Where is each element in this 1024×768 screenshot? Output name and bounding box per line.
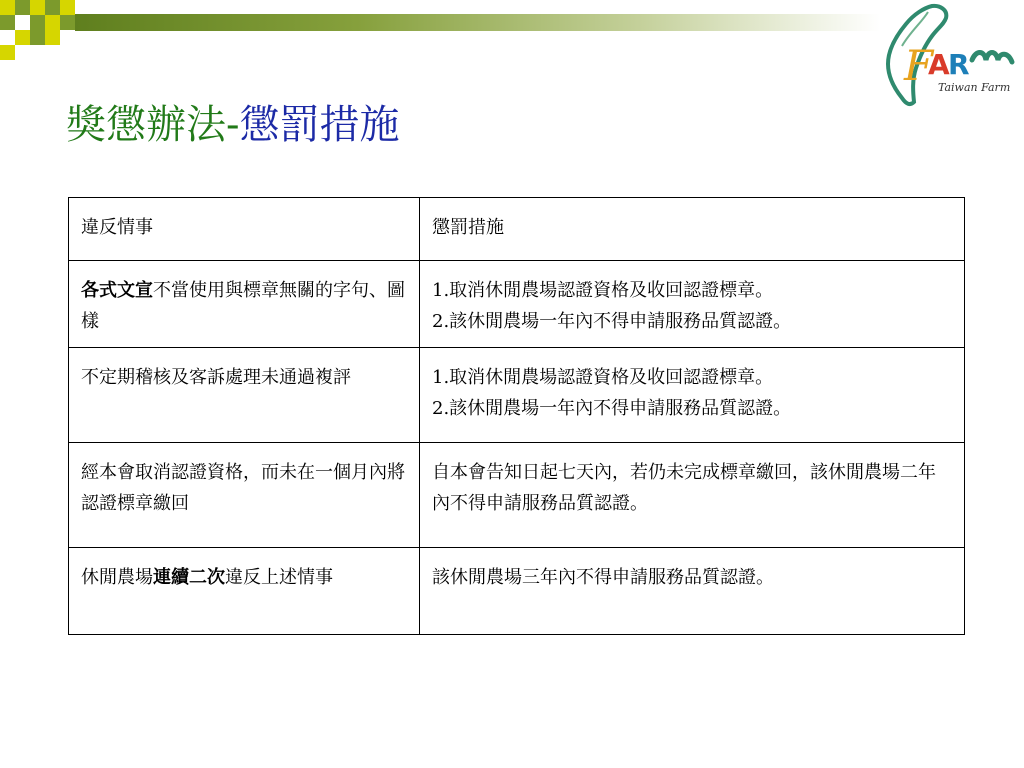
violation-text: 違反上述情事 — [225, 567, 333, 588]
penalty-cell — [420, 261, 965, 348]
table-header-row — [69, 198, 965, 261]
deco-square — [30, 30, 45, 45]
taiwan-farm-logo — [880, 2, 1020, 110]
penalty-item: 自本會告知日起七天內，若仍未完成標章繳回，該休閒農場二年內不得申請服務品質認證。 — [432, 462, 936, 514]
logo-caption: Taiwan Farm — [938, 81, 1011, 94]
logo-letter-m — [972, 53, 1012, 63]
table-row — [69, 348, 965, 443]
title-sub: 懲罰措施 — [239, 102, 400, 148]
deco-square — [15, 0, 30, 15]
violation-text: 不當使用與標章無關的字句、圖樣 — [81, 280, 405, 332]
header-cell-violation: 違反情事 — [69, 198, 420, 261]
deco-square — [45, 15, 60, 30]
penalty-cell — [420, 348, 965, 443]
deco-square — [45, 30, 60, 45]
penalty-item: 2.該休閒農場一年內不得申請服務品質認證。 — [432, 398, 792, 419]
header-gradient-bar — [75, 14, 880, 31]
title-main: 獎懲辦法- — [66, 102, 240, 148]
deco-square — [0, 45, 15, 60]
violation-emphasis: 各式文宣 — [81, 280, 153, 301]
table-row — [69, 261, 965, 348]
deco-square — [0, 15, 15, 30]
logo-letter-a: A — [928, 48, 950, 81]
penalty-item: 1.取消休閒農場認證資格及收回認證標章。 — [432, 367, 774, 388]
deco-square — [0, 0, 15, 15]
deco-square — [30, 0, 45, 15]
logo-letter-r: R — [948, 48, 970, 81]
logo-letter-f: F — [904, 41, 934, 90]
deco-square — [30, 15, 45, 30]
violation-cell: 不定期稽核及客訴處理未通過複評 — [69, 348, 420, 443]
deco-square — [15, 30, 30, 45]
penalty-item: 1.取消休閒農場認證資格及收回認證標章。 — [432, 280, 774, 301]
page-title — [66, 100, 400, 150]
violation-cell: 經本會取消認證資格，而未在一個月內將認證標章繳回 — [69, 443, 420, 548]
violation-emphasis: 連續二次 — [153, 567, 225, 588]
deco-square — [60, 15, 75, 30]
violation-cell — [69, 261, 420, 348]
table-row — [69, 443, 965, 548]
header-cell-penalty: 懲罰措施 — [420, 198, 965, 261]
deco-square — [45, 0, 60, 15]
table-row — [69, 548, 965, 635]
deco-square — [60, 0, 75, 15]
penalty-table — [68, 197, 965, 635]
penalty-cell — [420, 443, 965, 548]
violation-cell — [69, 548, 420, 635]
penalty-item: 2.該休閒農場一年內不得申請服務品質認證。 — [432, 311, 792, 332]
penalty-cell — [420, 548, 965, 635]
violation-text: 休閒農場 — [81, 567, 153, 588]
penalty-item: 該休閒農場三年內不得申請服務品質認證。 — [432, 567, 774, 588]
